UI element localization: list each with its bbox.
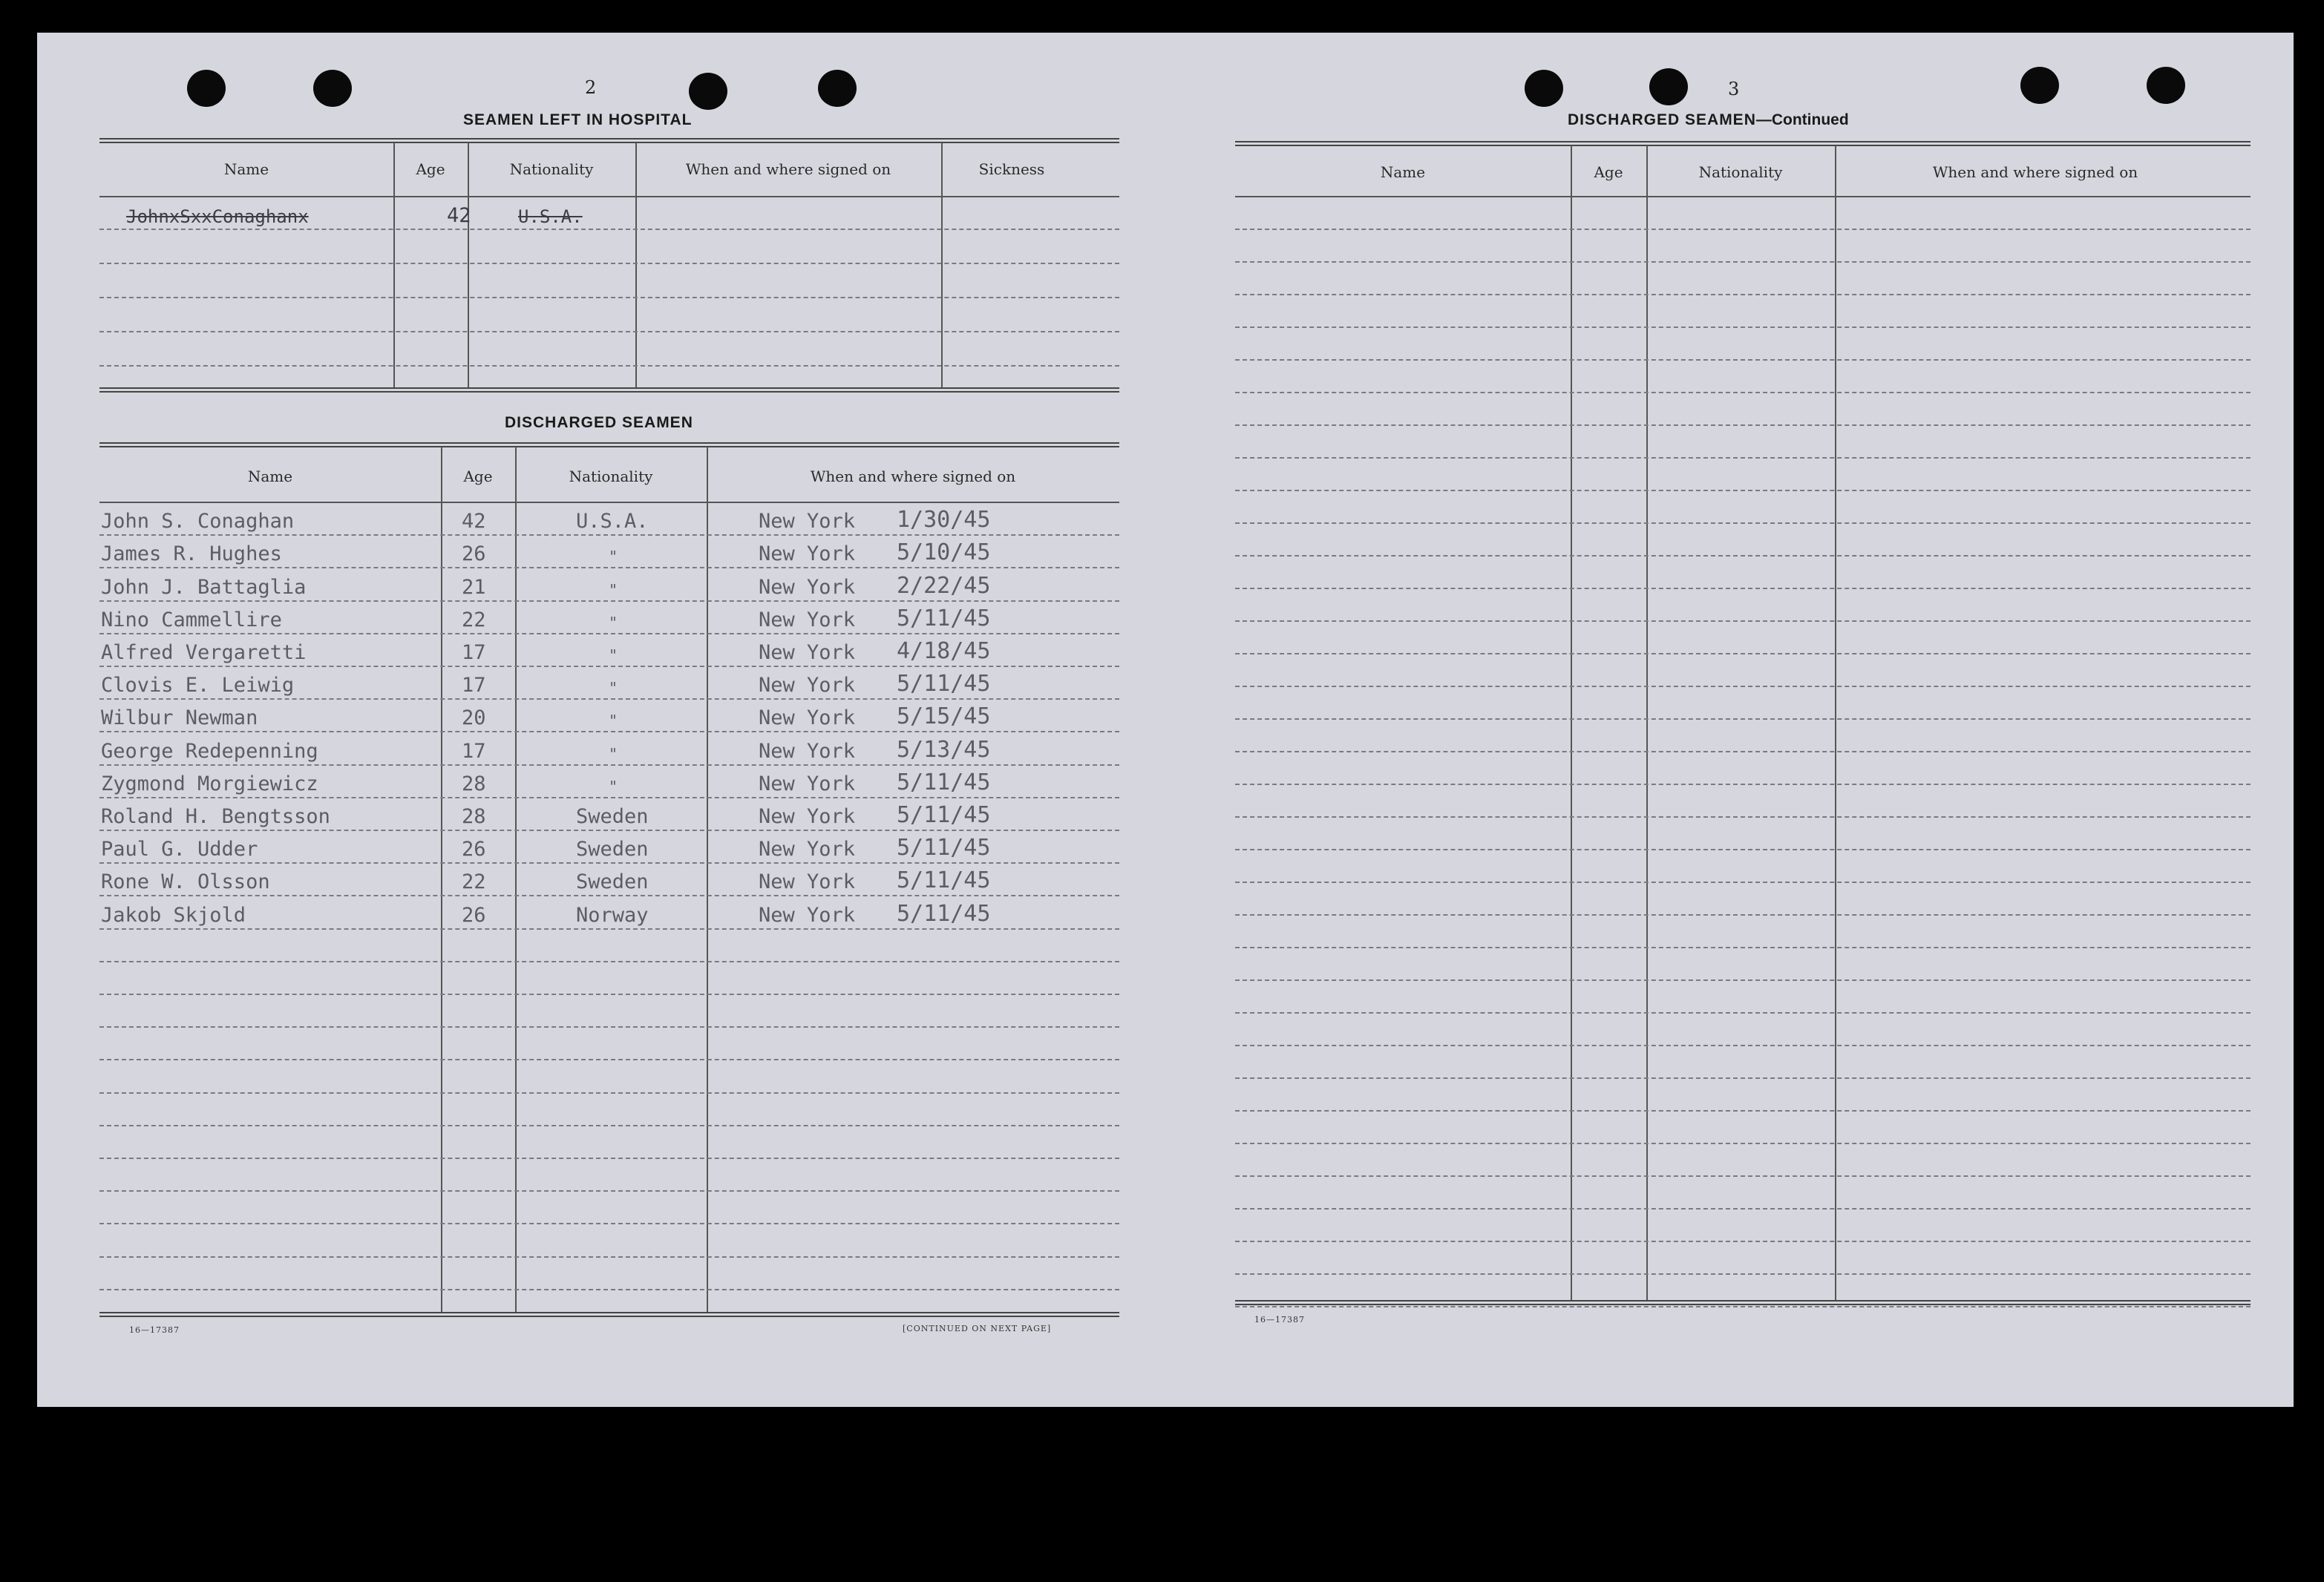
col-header-signed-on: When and where signed on — [810, 467, 1016, 485]
table-row — [99, 297, 1119, 332]
table-row — [1235, 261, 2251, 295]
seaman-name: John J. Battaglia — [101, 575, 307, 599]
table-row — [1235, 620, 2251, 654]
table-rule — [1235, 141, 2251, 146]
seaman-name: Clovis E. Leiwig — [101, 674, 295, 698]
seaman-nationality: " — [609, 744, 618, 763]
signed-on-date: 5/11/45 — [897, 835, 991, 861]
signed-on-date: 5/10/45 — [897, 539, 991, 566]
table-row — [1235, 947, 2251, 981]
table-row — [1235, 882, 2251, 916]
seaman-age: 42 — [462, 510, 486, 534]
signed-on-date: 5/11/45 — [897, 801, 991, 828]
table-rule — [99, 387, 1119, 393]
table-row — [1235, 1045, 2251, 1079]
signed-on-place: New York — [759, 870, 856, 894]
table-row — [1235, 1241, 2251, 1275]
table-row — [1235, 359, 2251, 393]
table-row — [99, 1190, 1119, 1224]
punch-hole — [2147, 67, 2185, 104]
signed-on-date: 4/18/45 — [897, 637, 991, 664]
table-row — [1235, 849, 2251, 883]
seaman-name: George Redepenning — [101, 739, 318, 763]
seaman-age: 22 — [462, 870, 486, 894]
col-header-name: Name — [223, 160, 269, 178]
col-header-signed-on: When and where signed on — [1932, 163, 2138, 181]
punch-hole — [187, 70, 226, 107]
table-row — [99, 229, 1119, 264]
seaman-nationality: " — [609, 548, 618, 566]
continued-title — [1568, 111, 1849, 129]
table-row — [1235, 686, 2251, 720]
table-row — [1235, 914, 2251, 948]
seaman-name: Jakob Skjold — [101, 903, 246, 927]
form-number: 16—17387 — [1254, 1315, 1305, 1325]
table-row — [1235, 1077, 2251, 1112]
table-row — [1235, 555, 2251, 589]
table-row — [1235, 816, 2251, 850]
signed-on-date: 1/30/45 — [897, 507, 991, 534]
discharged-continued-table — [1235, 141, 2251, 1373]
seaman-age: 17 — [462, 674, 486, 698]
seaman-nationality: " — [609, 712, 618, 730]
seaman-age: 22 — [462, 608, 486, 631]
continued-title-main: DISCHARGED SEAMEN — [1568, 111, 1756, 128]
table-row — [1235, 294, 2251, 328]
seaman-age: 28 — [462, 804, 486, 828]
form-number: 16—17387 — [129, 1325, 180, 1335]
discharged-table — [99, 442, 1119, 1362]
signed-on-place: New York — [759, 542, 856, 566]
signed-on-place: New York — [759, 706, 856, 730]
table-row — [99, 666, 1119, 700]
seaman-nationality: " — [609, 646, 618, 664]
table-row — [1235, 1110, 2251, 1144]
punch-hole — [818, 70, 857, 107]
table-row — [99, 1026, 1119, 1060]
col-header-name: Name — [1380, 163, 1426, 181]
table-row — [99, 502, 1119, 536]
signed-on-date: 5/11/45 — [897, 605, 991, 631]
signed-on-place: New York — [759, 739, 856, 763]
punch-hole — [689, 73, 727, 110]
table-row — [1235, 784, 2251, 818]
table-row — [1235, 588, 2251, 622]
col-header-age: Age — [463, 467, 493, 485]
hospital-name: JohnxSxxConaghanx — [126, 206, 309, 227]
hospital-table — [99, 138, 1119, 427]
col-header-nationality: Nationality — [569, 467, 653, 485]
seaman-nationality: Sweden — [576, 838, 649, 861]
seaman-name: Paul G. Udder — [101, 838, 258, 861]
col-header-signed-on: When and where signed on — [685, 160, 891, 178]
signed-on-place: New York — [759, 804, 856, 828]
table-row — [99, 600, 1119, 634]
table-row — [99, 862, 1119, 896]
hospital-age: 42 — [447, 204, 471, 227]
seaman-name: Wilbur Newman — [101, 706, 258, 730]
signed-on-date: 2/22/45 — [897, 572, 991, 599]
table-row — [1235, 490, 2251, 524]
page-number-right: 3 — [1728, 79, 1740, 99]
seaman-nationality: Sweden — [576, 804, 649, 828]
signed-on-place: New York — [759, 510, 856, 534]
table-row — [99, 263, 1119, 298]
table-row — [99, 567, 1119, 601]
table-row — [99, 895, 1119, 929]
continued-title-suffix: —Continued — [1755, 111, 1849, 128]
table-row — [99, 1158, 1119, 1192]
signed-on-place: New York — [759, 608, 856, 631]
table-row — [99, 633, 1119, 667]
seaman-age: 26 — [462, 542, 486, 566]
seaman-nationality: " — [609, 613, 618, 631]
signed-on-date: 5/11/45 — [897, 769, 991, 795]
table-row — [99, 1092, 1119, 1126]
col-header-sickness: Sickness — [978, 160, 1045, 178]
table-row — [1235, 424, 2251, 459]
seaman-age: 21 — [462, 575, 486, 599]
seaman-name: Nino Cammellire — [101, 608, 282, 631]
seaman-age: 20 — [462, 706, 486, 730]
signed-on-place: New York — [759, 575, 856, 599]
table-row — [99, 764, 1119, 798]
seaman-name: John S. Conaghan — [101, 510, 295, 534]
table-row — [99, 331, 1119, 367]
table-row — [1235, 751, 2251, 785]
discharged-title: DISCHARGED SEAMEN — [505, 414, 693, 431]
table-row — [99, 731, 1119, 765]
table-row — [99, 1059, 1119, 1093]
seaman-age: 26 — [462, 903, 486, 927]
continued-note: [CONTINUED ON NEXT PAGE] — [903, 1324, 1052, 1333]
signed-on-date: 5/11/45 — [897, 867, 991, 894]
table-row — [99, 534, 1119, 568]
signed-on-date: 5/11/45 — [897, 671, 991, 698]
seaman-age: 26 — [462, 838, 486, 861]
seaman-age: 17 — [462, 640, 486, 664]
signed-on-place: New York — [759, 772, 856, 795]
table-row — [99, 928, 1119, 962]
hospital-nationality: U.S.A. — [518, 206, 583, 227]
seaman-nationality: U.S.A. — [576, 510, 649, 534]
punch-hole — [1649, 68, 1688, 105]
table-row — [1235, 229, 2251, 263]
seaman-nationality: " — [609, 777, 618, 795]
signed-on-place: New York — [759, 903, 856, 927]
table-row — [1235, 457, 2251, 491]
table-rule — [99, 442, 1119, 447]
table-row — [1235, 1012, 2251, 1046]
seaman-nationality: " — [609, 580, 618, 599]
signed-on-place: New York — [759, 674, 856, 698]
table-rule — [1235, 1300, 2251, 1305]
table-row — [1235, 392, 2251, 426]
seaman-age: 17 — [462, 739, 486, 763]
seaman-age: 28 — [462, 772, 486, 795]
table-row — [99, 1256, 1119, 1290]
signed-on-place: New York — [759, 640, 856, 664]
col-header-nationality: Nationality — [1698, 163, 1783, 181]
table-row — [1235, 718, 2251, 752]
table-row — [99, 1125, 1119, 1159]
col-header-nationality: Nationality — [509, 160, 594, 178]
signed-on-date: 5/15/45 — [897, 703, 991, 730]
col-header-age: Age — [416, 160, 445, 178]
punch-hole — [2020, 67, 2059, 104]
table-row — [99, 1223, 1119, 1257]
col-header-age: Age — [1594, 163, 1623, 181]
table-row — [1235, 326, 2251, 361]
signed-on-date: 5/11/45 — [897, 900, 991, 927]
punch-hole — [313, 70, 352, 107]
punch-hole — [1525, 70, 1563, 107]
seaman-name: Alfred Vergaretti — [101, 640, 307, 664]
seaman-nationality: Norway — [576, 903, 649, 927]
table-row — [1235, 979, 2251, 1014]
seaman-nationality: Sweden — [576, 870, 649, 894]
table-row — [1235, 522, 2251, 557]
col-header-name: Name — [247, 467, 293, 485]
seaman-name: James R. Hughes — [101, 542, 282, 566]
signed-on-date: 5/13/45 — [897, 736, 991, 763]
table-row — [99, 196, 1119, 230]
table-rule — [99, 1312, 1119, 1317]
table-row — [1235, 196, 2251, 230]
table-row — [1235, 1143, 2251, 1177]
table-row — [99, 961, 1119, 995]
table-row — [99, 797, 1119, 831]
seaman-name: Zygmond Morgiewicz — [101, 772, 318, 795]
table-row — [99, 830, 1119, 864]
seaman-name: Roland H. Bengtsson — [101, 804, 330, 828]
table-row — [1235, 1175, 2251, 1210]
manifest-sheet — [37, 33, 2294, 1407]
table-row — [1235, 1208, 2251, 1242]
seaman-nationality: " — [609, 679, 618, 698]
signed-on-place: New York — [759, 838, 856, 861]
table-row — [99, 698, 1119, 732]
page-number-left: 2 — [585, 77, 597, 98]
hospital-title: SEAMEN LEFT IN HOSPITAL — [463, 111, 693, 128]
table-row — [99, 994, 1119, 1028]
table-rule — [99, 138, 1119, 143]
seaman-name: Rone W. Olsson — [101, 870, 270, 894]
table-row — [1235, 653, 2251, 687]
